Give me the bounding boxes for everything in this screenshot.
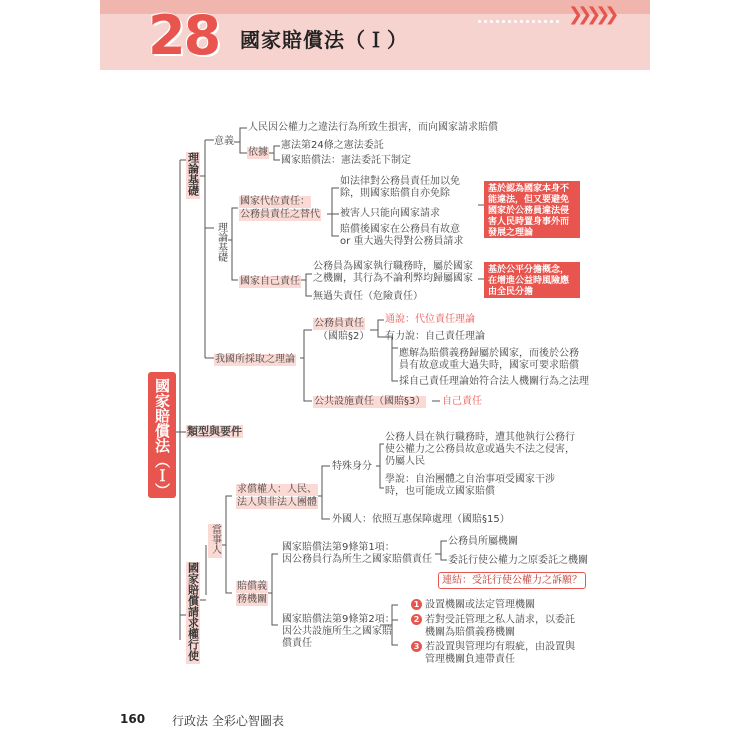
public-facility-label: 公共設施責任（國賠§3） xyxy=(314,396,426,407)
number-badge-2: 2 xyxy=(411,614,422,625)
public-facility-theory: 自己責任 xyxy=(442,396,482,407)
common-view-text: 通說：代位責任理論 xyxy=(385,314,475,325)
art9-2-desc-2: 償責任 xyxy=(282,638,312,649)
civil-servant-label-line2: （國賠§2） xyxy=(318,331,370,342)
self-item-2: 無過失責任（危險責任） xyxy=(313,291,423,302)
vicarious-label-line2: 公務員責任之替代 xyxy=(240,209,320,220)
art9-1-title: 國家賠償法第9條第1項： xyxy=(282,542,395,553)
self-item-1b: 之機關，其行為不論利弊均歸屬國家 xyxy=(313,273,473,284)
vicarious-item-1b: 除，則國家賠償自亦免除 xyxy=(340,188,450,199)
chapter-title: 國家賠償法（Ｉ） xyxy=(240,28,408,52)
special-item-2a: 學說：自治團體之自治事項受國家干涉 xyxy=(385,474,555,485)
obligor-label-line2: 務機關 xyxy=(237,594,267,605)
strong-view-item-1a: 應解為賠償義務歸屬於國家，而後於公務 xyxy=(399,348,579,359)
theory-section-label xyxy=(186,152,200,199)
special-item-1c: 仍屬人民 xyxy=(385,456,425,467)
art9-1-result-2: 委託行使公權力之原委託之機關 xyxy=(448,555,588,566)
public-item-3-line2: 管理機關負連帶責任 xyxy=(425,654,515,665)
self-responsibility-label: 國家自己責任 xyxy=(240,276,300,287)
number-badge-3: 3 xyxy=(411,641,422,652)
number-badge-1: 1 xyxy=(411,599,422,610)
types-section-text: 類型與要件 xyxy=(187,425,242,438)
sub-theory-label xyxy=(214,222,228,266)
link-question-box: 連結：受託行使公權力之訴願？ xyxy=(438,572,586,589)
art9-1-result-1: 公務員所屬機關 xyxy=(448,536,518,547)
vicarious-note-box: 基於認為國家本身不能違法，但又要避免國家於公務員違法侵害人民時置身事外而發展之理論 xyxy=(484,181,580,238)
claim-section-label xyxy=(186,562,200,664)
book-title: 行政法 全彩心智圖表 xyxy=(172,714,284,728)
basis-label: 依據 xyxy=(248,147,268,158)
main-topic-text: 國家賠償法（Ｉ） xyxy=(153,378,171,498)
theory-section-text: 理論基礎 xyxy=(186,152,200,196)
strong-view-item-2: 採自己責任理論始符合法人機關行為之法理 xyxy=(399,376,589,387)
self-note-box: 基於公平分擔概念，在增進公益時風險應由全民分擔 xyxy=(484,262,580,298)
types-section-label xyxy=(186,426,243,438)
public-item-2-text-a: 若對受託管理之私人請求，以委託 xyxy=(425,614,575,626)
vicarious-item-3b: or 重大過失得對公務員請求 xyxy=(340,236,464,247)
foreigner-text: 外國人：依照互惠保障處理（國賠§15） xyxy=(332,514,510,525)
public-item-2-line2: 機關為賠償義務機關 xyxy=(425,627,515,638)
vicarious-item-3a: 賠償後國家在公務員有故意 xyxy=(340,224,460,235)
public-item-1-text: 設置機關或法定管理機關 xyxy=(425,599,535,611)
special-item-1b: 使公權力之公務員故意或過失不法之侵害， xyxy=(385,444,575,455)
civil-servant-label-line1: 公務員責任 xyxy=(314,318,364,329)
adopted-theory-label: 我國所採取之理論 xyxy=(215,354,295,365)
sub-theory-text: 理論基礎 xyxy=(215,222,227,262)
basis-item-2: 國家賠償法：憲法委託下制定 xyxy=(281,155,411,166)
vicarious-item-1a: 如法律對公務員責任加以免 xyxy=(340,176,460,187)
main-topic-title xyxy=(148,372,176,498)
vicarious-item-2: 被害人只能向國家請求 xyxy=(340,208,440,219)
self-item-1a: 公務員為國家執行職務時，屬於國家 xyxy=(313,261,473,272)
chevron-right-icon: ❯❯❯❯❯ xyxy=(568,4,614,25)
chapter-number: 28 xyxy=(148,4,220,67)
claimant-label-line1: 求償權人：人民、 xyxy=(237,484,317,495)
public-item-3 xyxy=(411,641,575,654)
claim-section-text: 國家賠償請求權行使 xyxy=(186,562,200,661)
meaning-text: 人民因公權力之違法行為所致生損害，而向國家請求賠償 xyxy=(248,122,498,133)
basis-item-1: 憲法第24條之憲法委託 xyxy=(281,140,384,151)
public-item-2 xyxy=(411,614,575,627)
party-label xyxy=(208,524,222,558)
party-text: 當事人 xyxy=(209,524,221,554)
strong-view-text: 有力說：自己責任理論 xyxy=(385,331,485,342)
strong-view-item-1b: 員有故意或重大過失時，國家可要求賠償 xyxy=(399,360,579,371)
obligor-label-line1: 賠償義 xyxy=(237,581,267,592)
page-number: 160 xyxy=(120,712,146,726)
art9-2-desc-1: 因公共設施所生之國家賠 xyxy=(282,626,392,637)
public-item-1 xyxy=(411,599,535,612)
meaning-label: 意義 xyxy=(214,136,234,147)
art9-2-title: 國家賠償法第9條第2項： xyxy=(282,614,395,625)
special-item-1a: 公務人員在執行職務時，遭其他執行公務行 xyxy=(385,432,575,443)
claimant-label-line2: 法人與非法人團體 xyxy=(237,497,317,508)
public-item-3-text-a: 若設置與管理均有瑕疵，由設置與 xyxy=(425,641,575,653)
art9-1-desc: 因公務員行為所生之國家賠償責任 xyxy=(282,554,432,565)
special-item-2b: 時，也可能成立國家賠償 xyxy=(385,486,495,497)
vicarious-label-line1: 國家代位責任： xyxy=(240,196,310,207)
special-status-label: 特殊身分 xyxy=(332,461,372,472)
